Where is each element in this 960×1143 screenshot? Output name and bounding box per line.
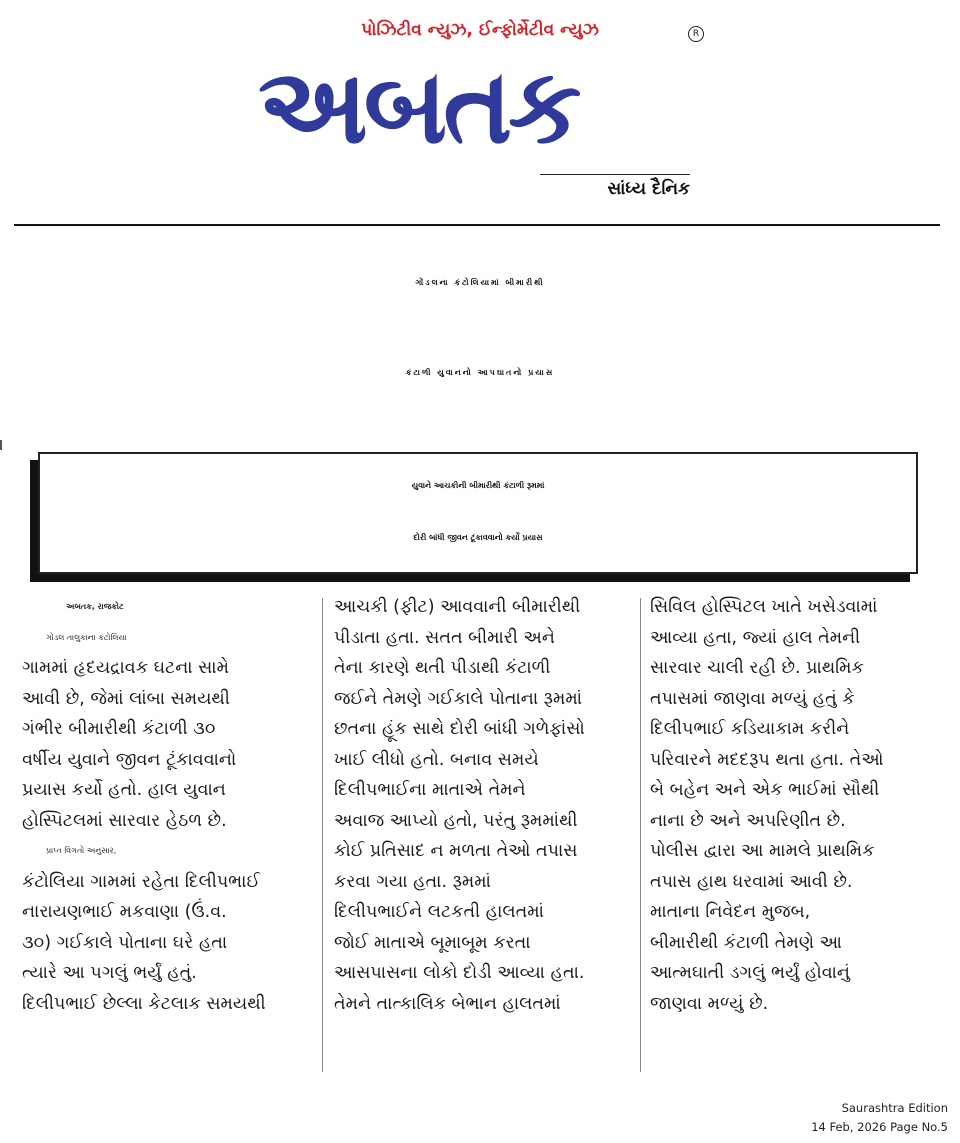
article-column-1 [22, 592, 310, 1078]
body-line: દિલીપભાઈના માતાએ તેમને [334, 780, 526, 800]
masthead-subtitle: સાંધ્ય દૈનિક [607, 179, 690, 199]
body-line: કરવા ગયા હતા. રૂમમાં [334, 871, 491, 892]
subheadline-box [38, 452, 918, 574]
body-line: કોઈ પ્રતિસાદ ન મળતા તેઓ તપાસ [334, 841, 578, 861]
column-divider [640, 598, 641, 1072]
body-line: તપાસ હાથ ધરવામાં આવી છે. [650, 871, 853, 892]
article-column-2 [334, 592, 630, 1078]
body-line: આચકી (ફીટ) આવવાની બીમારીથી [334, 597, 581, 617]
body-line: પોલીસ દ્વારા આ મામલે પ્રાથમિક [650, 841, 875, 861]
headline-top-rule [14, 224, 940, 226]
article-headline [10, 238, 950, 418]
body-line: છતના હૂંક સાથે દોરી બાંધી ગળેફાંસો [334, 719, 585, 739]
registered-trademark-icon: R [688, 26, 704, 42]
edition-footer [811, 1099, 948, 1137]
body-line: દિલીપભાઈ છેલ્લા કેટલાક સમયથી [22, 993, 266, 1014]
subheadline [40, 460, 916, 564]
column-divider [322, 598, 323, 1072]
subheadline-line-2: દોરી બાંધી જીવન ટૂંકાવવાનો કર્યો પ્રયાસ [413, 533, 543, 542]
body-line: જઈને તેમણે ગઈકાલે પોતાના રૂમમાં [334, 688, 582, 709]
body-line: તેમને તાત્કાલિક બેભાન હાલતમાં [334, 993, 561, 1014]
body-line: આવી છે, જેમાં લાંબા સમયથી [22, 688, 230, 709]
body-line: હોસ્પિટલમાં સારવાર હેઠળ છે. [22, 810, 227, 831]
subheadline-line-1: યુવાને આચકીની બીમારીથી કંટાળી રૂમમાં [411, 481, 545, 490]
headline-line-2: કંટાળી યુવાનનો આપઘાતનો પ્રયાસ [405, 368, 555, 377]
body-line: જાણવા મળ્યું છે. [650, 993, 769, 1014]
body-line: જોઈ માતાએ બૂમાબૂમ કરતા [334, 932, 531, 953]
body-line: પીડાતા હતા. સતત બીમારી અને [334, 627, 555, 648]
body-line: પરિવારને મદદરૂપ થતા હતા. તેઓ [650, 749, 884, 770]
body-line: સિવિલ હોસ્પિટલ ખાતે ખસેડવામાં [650, 597, 878, 617]
page-edge-mark [0, 440, 2, 450]
body-line: બીમારીથી કંટાળી તેમણે આ [650, 932, 842, 953]
body-line: બે બહેન અને એક ભાઈમાં સૌથી [650, 780, 880, 800]
subtitle-rule [540, 174, 690, 175]
body-line: આસપાસના લોકો દોડી આવ્યા હતા. [334, 963, 585, 983]
body-line: દિલીપભાઈ કડિયાકામ કરીને [650, 719, 850, 739]
masthead-tagline: પોઝિટીવ ન્યુઝ, ઈન્ફોર્મેટીવ ન્યુઝ [361, 20, 599, 40]
body-line: પ્રાપ્ત વિગતો અનુસાર, [46, 846, 117, 855]
newspaper-logo: અબતક [258, 45, 578, 167]
body-line: દિલીપભાઈને લટકતી હાલતમાં [334, 902, 544, 922]
body-line: સારવાર ચાલી રહી છે. પ્રાથમિક [650, 658, 864, 678]
body-line: ગોંડલ તાલુકાના કંટોલિયા [46, 632, 127, 642]
body-line: પ્રયાસ કર્યો હતો. હાલ યુવાન [22, 780, 226, 800]
body-line: નારાયણભાઈ મકવાણા (ઉં.વ. [22, 902, 227, 922]
body-line: ખાઈ લીધો હતો. બનાવ સમયે [334, 749, 539, 770]
article-body [22, 592, 946, 1078]
body-line: નાના છે અને અપરિણીત છે. [650, 810, 846, 831]
dateline: અબતક, રાજકોટ [66, 602, 124, 611]
body-line: માતાના નિવેદન મુજબ, [650, 902, 811, 922]
body-line: આત્મઘાતી ડગલું ભર્યું હોવાનું [650, 963, 850, 983]
body-line: આવ્યા હતા, જ્યાં હાલ તેમની [650, 627, 861, 648]
headline-line-1: ગોંડલના કંટોલિયામાં બીમારીથી [415, 278, 545, 287]
body-line: વર્ષીય યુવાને જીવન ટૂંકાવવાનો [22, 749, 237, 770]
body-line: કંટોલિયા ગામમાં રહેતા દિલીપભાઈ [22, 871, 260, 892]
edition-date-page: 14 Feb, 2026 Page No.5 [811, 1120, 948, 1134]
body-line: ગામમાં હૃદયદ્રાવક ઘટના સામે [22, 658, 229, 678]
body-line: ગંભીર બીમારીથી કંટાળી ૩૦ [22, 719, 216, 739]
masthead [250, 14, 710, 214]
body-line: તપાસમાં જાણવા મળ્યું હતું કે [650, 688, 855, 709]
body-line: અવાજ આપ્યો હતો, પરંતુ રૂમમાંથી [334, 810, 578, 831]
edition-name: Saurashtra Edition [841, 1101, 948, 1115]
article-column-3 [650, 592, 946, 1078]
body-line: ૩૦) ગઈકાલે પોતાના ઘરે હતા [22, 932, 228, 953]
body-line: ત્યારે આ પગલું ભર્યું હતું. [22, 963, 197, 983]
body-line: તેના કારણે થતી પીડાથી કંટાળી [334, 658, 551, 678]
